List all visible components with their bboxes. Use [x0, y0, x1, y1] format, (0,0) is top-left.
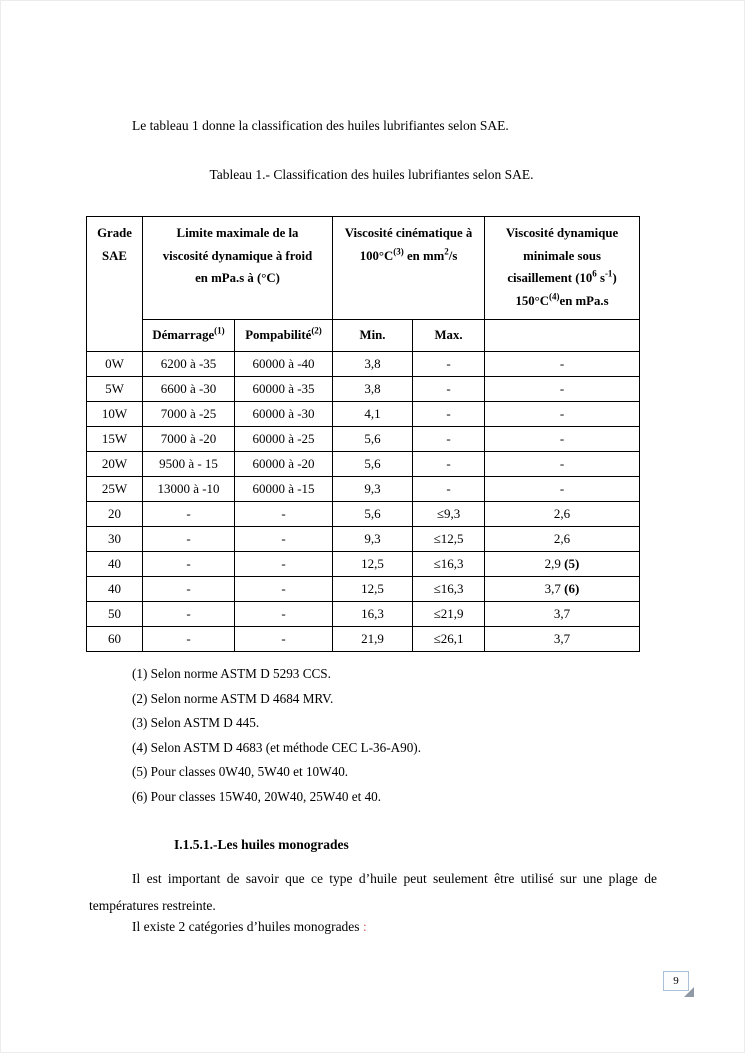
- cell-pompabilite: -: [235, 627, 333, 652]
- cell-grade: 0W: [87, 352, 143, 377]
- header-grade-sae: [87, 217, 143, 352]
- cell-grade: 30: [87, 527, 143, 552]
- footnotes: [132, 662, 421, 809]
- cell-demarrage: 6200 à -35: [143, 352, 235, 377]
- cell-min: 4,1: [333, 402, 413, 427]
- header-dyn-line4: $150^\circ C^{(4)}en$ mPa.s: [515, 291, 609, 308]
- cell-max: ≤26,1: [413, 627, 485, 652]
- table-row: [87, 577, 640, 602]
- cell-pompabilite: 60000 à -30: [235, 402, 333, 427]
- table-row: [87, 527, 640, 552]
- cell-min: 12,5: [333, 552, 413, 577]
- cell-grade: 20: [87, 502, 143, 527]
- header-row-sub: [87, 320, 640, 352]
- table-row: [87, 477, 640, 502]
- header-dyn-line3: cisaillement ($10^6$ $s^{-1}$): [507, 268, 617, 285]
- cell-min: 9,3: [333, 527, 413, 552]
- cell-max: -: [413, 352, 485, 377]
- table-row: [87, 552, 640, 577]
- header-dyn-line2: minimale sous: [523, 248, 601, 263]
- page-number-field: [663, 971, 689, 991]
- cell-dyn: 2,6: [485, 502, 640, 527]
- cell-max: ≤12,5: [413, 527, 485, 552]
- cell-min: 5,6: [333, 502, 413, 527]
- header-dyn-line1: Viscosité dynamique: [505, 226, 619, 240]
- header-cin-line2: $100^\circ C^{(3)}$ en $mm^2/s$: [359, 246, 458, 263]
- cell-dyn: 2,9 (5): [485, 552, 640, 577]
- cell-max: ≤9,3: [413, 502, 485, 527]
- table-row: [87, 502, 640, 527]
- cell-pompabilite: 60000 à -40: [235, 352, 333, 377]
- table-caption: Tableau 1.- Classification des huiles lubrifiantes selon SAE.: [209, 167, 534, 182]
- cell-max: -: [413, 452, 485, 477]
- cell-dyn: -: [485, 377, 640, 402]
- cell-demarrage: -: [143, 552, 235, 577]
- cell-dyn: 3,7 (6): [485, 577, 640, 602]
- cell-max: -: [413, 477, 485, 502]
- body-paragraph-2-text: Il existe 2 catégories d’huiles monogrades: [132, 919, 363, 934]
- cell-grade: 20W: [87, 452, 143, 477]
- cell-max: ≤16,3: [413, 577, 485, 602]
- cell-pompabilite: -: [235, 602, 333, 627]
- cell-demarrage: -: [143, 502, 235, 527]
- cell-pompabilite: -: [235, 552, 333, 577]
- cell-demarrage: -: [143, 577, 235, 602]
- cell-grade: 40: [87, 552, 143, 577]
- cell-demarrage: -: [143, 627, 235, 652]
- cell-min: 5,6: [333, 427, 413, 452]
- cell-pompabilite: -: [235, 502, 333, 527]
- cell-min: 5,6: [333, 452, 413, 477]
- cell-dyn: 3,7: [485, 602, 640, 627]
- cell-grade: 50: [87, 602, 143, 627]
- cell-demarrage: 7000 à -25: [143, 402, 235, 427]
- cell-grade: 15W: [87, 427, 143, 452]
- footnote-5: (5) Pour classes 0W40, 5W40 et 10W40.: [132, 764, 349, 779]
- table-row: [87, 402, 640, 427]
- cell-min: 16,3: [333, 602, 413, 627]
- header-viscosite-dynamique: [485, 217, 640, 320]
- footnote-1: (1) Selon norme ASTM D 5293 CCS.: [132, 666, 331, 681]
- table-row: [87, 627, 640, 652]
- header-demarrage: Démarrage$^{(1)}$: [143, 320, 235, 352]
- header-limite-line3: en mPa.s à (°C): [195, 271, 280, 285]
- page-number: 9: [673, 975, 679, 987]
- cell-grade: 5W: [87, 377, 143, 402]
- cell-demarrage: 13000 à -10: [143, 477, 235, 502]
- footnote-6: (6) Pour classes 15W40, 20W40, 25W40 et 40.: [132, 788, 382, 804]
- cell-min: 21,9: [333, 627, 413, 652]
- table-row: [87, 427, 640, 452]
- cell-pompabilite: -: [235, 527, 333, 552]
- cell-demarrage: 6600 à -30: [143, 377, 235, 402]
- cell-demarrage: -: [143, 527, 235, 552]
- footnote-4: (4) Selon ASTM D 4683 (et méthode CEC L-36-A90).: [132, 739, 421, 755]
- cell-max: -: [413, 427, 485, 452]
- body-paragraph: Il est important de savoir que ce type d’huile peut seulement être utilisé sur une plage de températures restreinte.: [89, 871, 657, 913]
- sae-classification-table: [86, 216, 640, 652]
- header-limite-line2: viscosité dynamique à froid: [162, 248, 313, 263]
- header-grade-line2: SAE: [102, 248, 127, 263]
- header-max: Max.: [413, 320, 485, 352]
- cell-max: -: [413, 377, 485, 402]
- cell-pompabilite: 60000 à -20: [235, 452, 333, 477]
- cell-max: ≤16,3: [413, 552, 485, 577]
- cell-demarrage: -: [143, 602, 235, 627]
- cell-grade: 60: [87, 627, 143, 652]
- header-empty-cell: [485, 320, 640, 352]
- header-cin-line1: Viscosité cinématique à: [344, 226, 473, 240]
- cell-dyn: -: [485, 352, 640, 377]
- header-viscosite-cinematique: [333, 217, 485, 320]
- header-pompabilite: Pompabilité$^{(2)}$: [235, 320, 333, 352]
- cell-dyn: 3,7: [485, 627, 640, 652]
- header-min: Min.: [333, 320, 413, 352]
- cell-min: 3,8: [333, 377, 413, 402]
- table-row: [87, 452, 640, 477]
- cell-grade: 10W: [87, 402, 143, 427]
- cell-grade: 25W: [87, 477, 143, 502]
- cell-pompabilite: 60000 à -25: [235, 427, 333, 452]
- cell-min: 9,3: [333, 477, 413, 502]
- cell-demarrage: 7000 à -20: [143, 427, 235, 452]
- footnote-3: (3) Selon ASTM D 445.: [132, 715, 260, 730]
- cell-demarrage: 9500 à - 15: [143, 452, 235, 477]
- header-limite-line1: Limite maximale de la: [176, 226, 299, 240]
- cell-grade: 40: [87, 577, 143, 602]
- table-row: [87, 602, 640, 627]
- colored-colon: :: [362, 919, 367, 934]
- header-grade-line1: Grade: [97, 226, 132, 240]
- cell-pompabilite: -: [235, 577, 333, 602]
- cell-min: 12,5: [333, 577, 413, 602]
- folded-corner-icon: [683, 986, 695, 998]
- intro-paragraph: Le tableau 1 donne la classification des huiles lubrifiantes selon SAE.: [132, 118, 509, 133]
- cell-max: -: [413, 402, 485, 427]
- cell-dyn: -: [485, 402, 640, 427]
- body-paragraph-2: [132, 919, 367, 935]
- table-row: [87, 377, 640, 402]
- table-row: [87, 352, 640, 377]
- cell-pompabilite: 60000 à -15: [235, 477, 333, 502]
- header-limite-maximale: [143, 217, 333, 320]
- header-row-main: [87, 217, 640, 320]
- cell-pompabilite: 60000 à -35: [235, 377, 333, 402]
- cell-min: 3,8: [333, 352, 413, 377]
- cell-dyn: 2,6: [485, 527, 640, 552]
- cell-max: ≤21,9: [413, 602, 485, 627]
- cell-dyn: -: [485, 452, 640, 477]
- cell-dyn: -: [485, 427, 640, 452]
- footnote-2: (2) Selon norme ASTM D 4684 MRV.: [132, 690, 334, 706]
- cell-dyn: -: [485, 477, 640, 502]
- section-heading: I.1.5.1.-Les huiles monogrades: [174, 837, 349, 852]
